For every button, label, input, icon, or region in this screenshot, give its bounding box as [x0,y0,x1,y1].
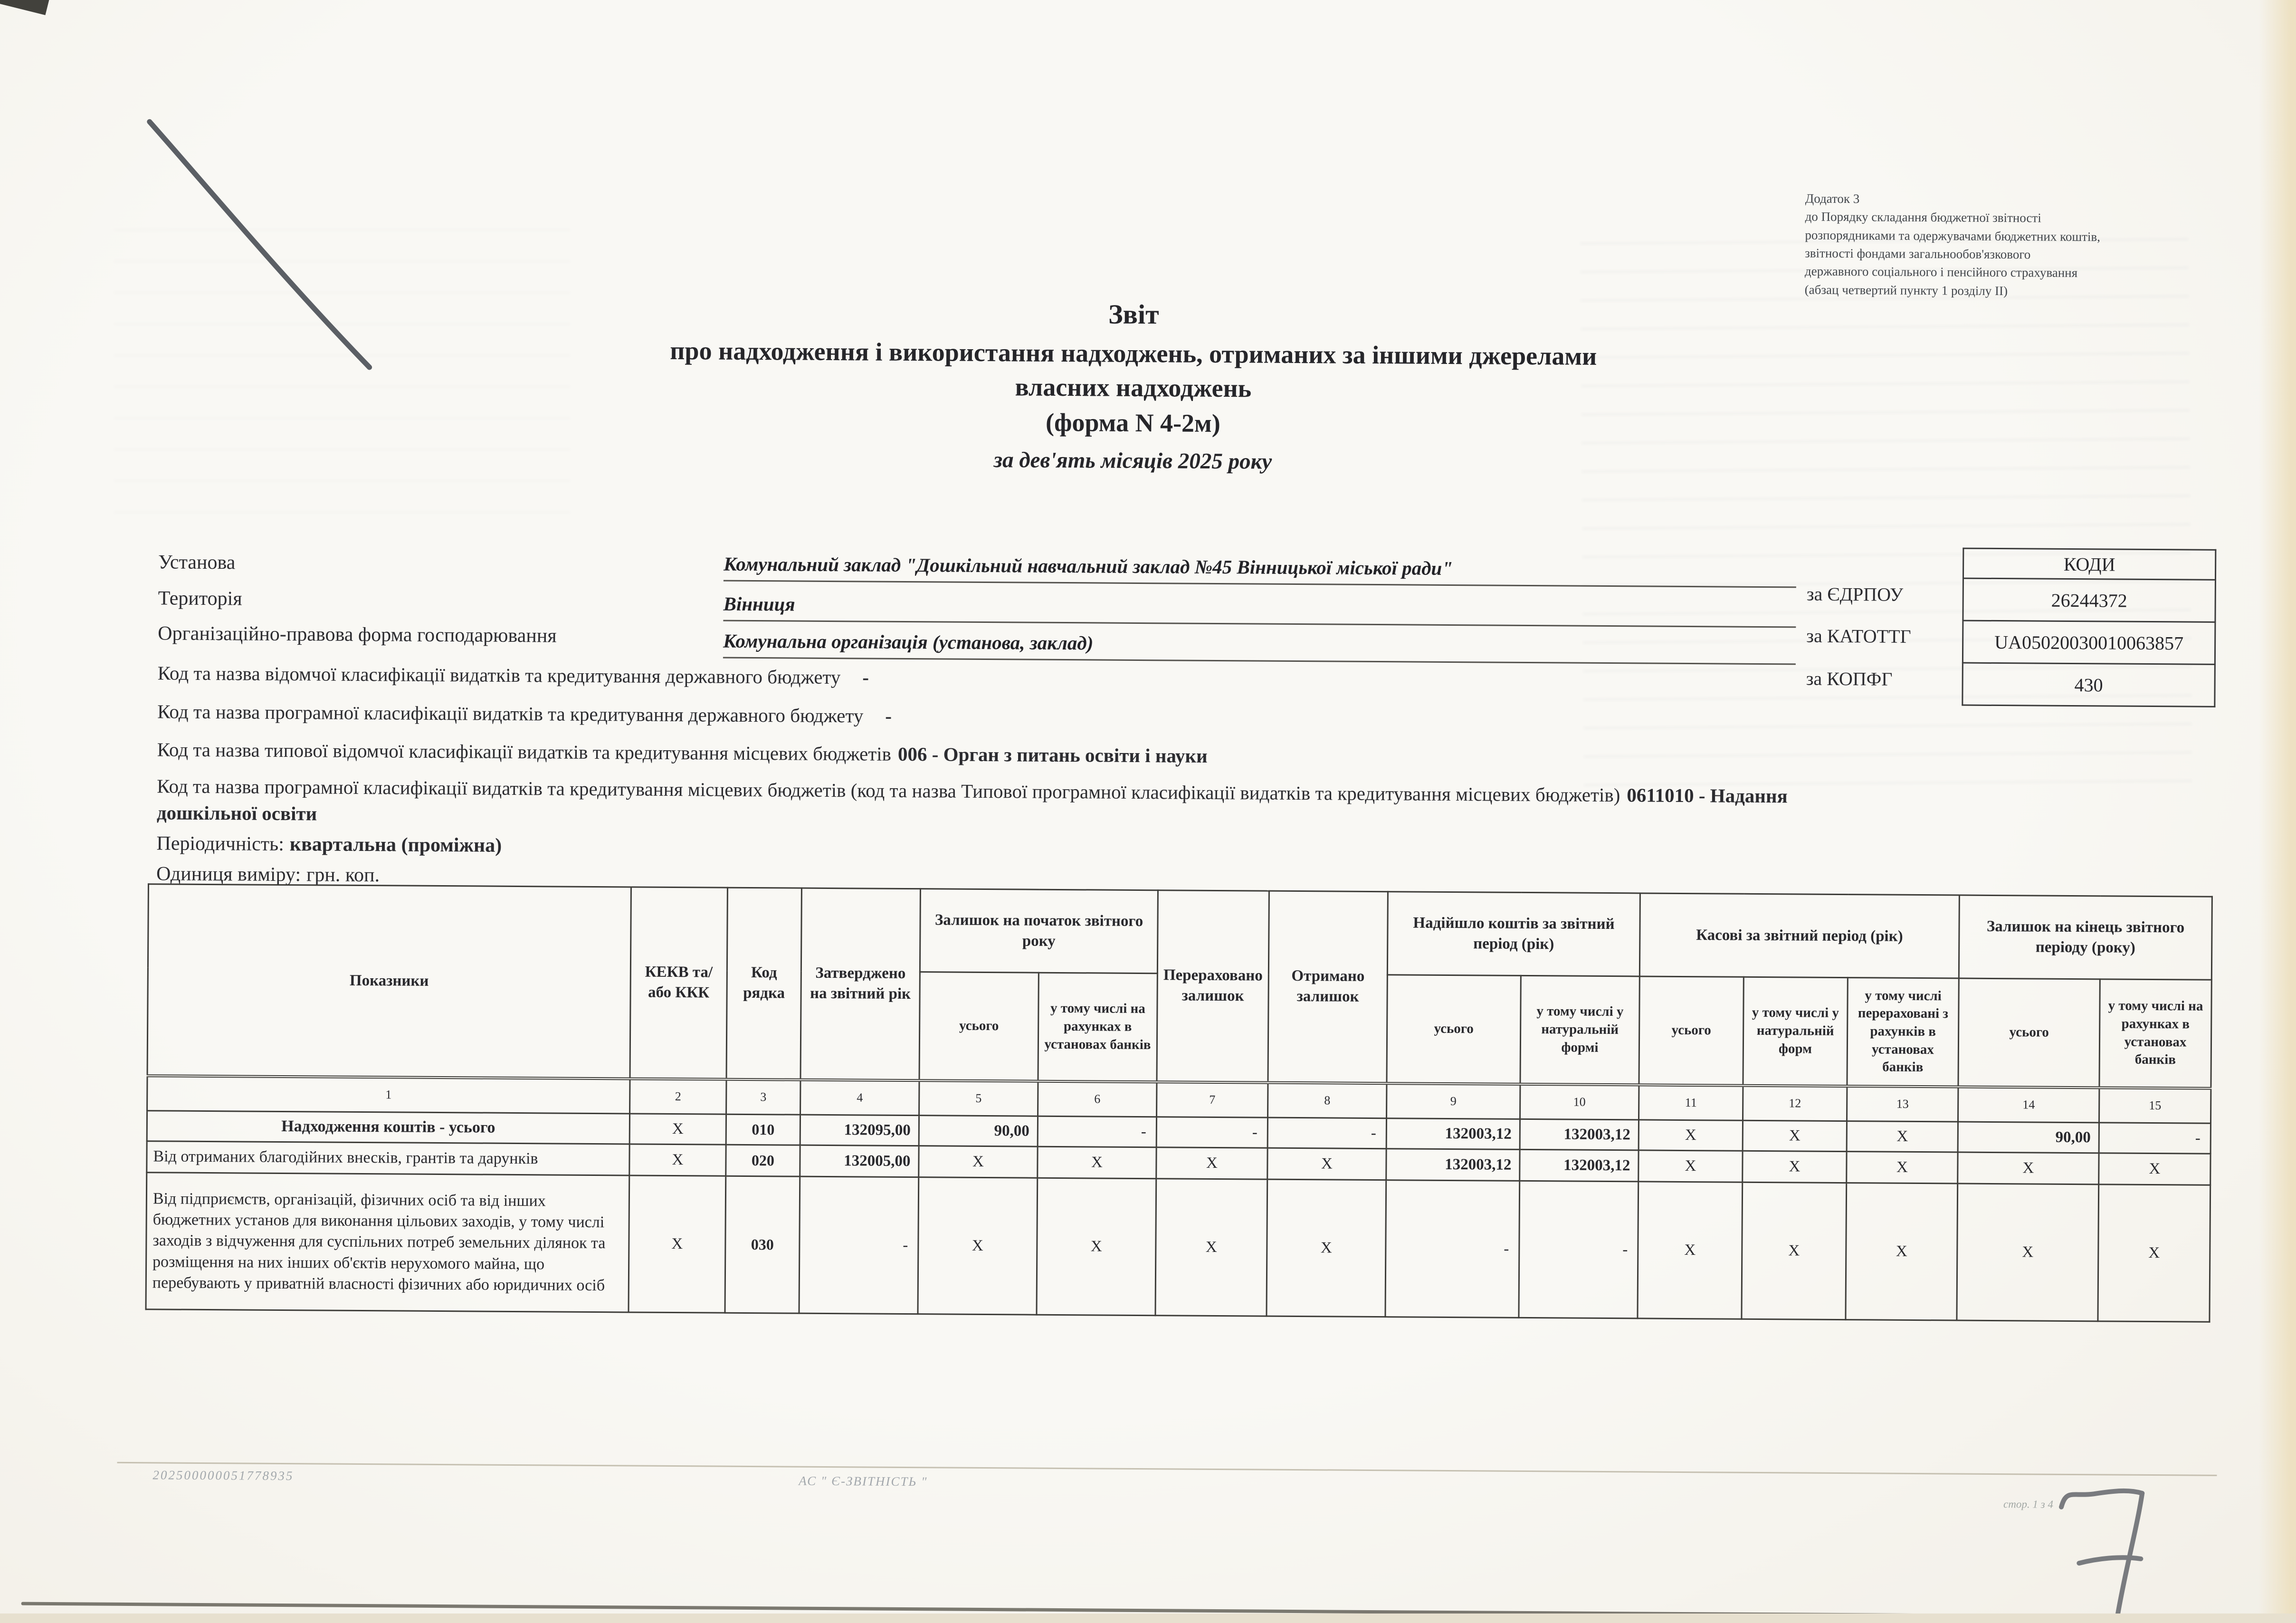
value-cell: 132003,12 [1520,1149,1639,1182]
value-cell: X [1743,1120,1847,1151]
header-transferred: Перераховано залишок [1157,890,1269,1082]
column-number: 9 [1387,1083,1520,1119]
classification-text: Код та назва програмної класифікації видатків та кредитування державного бюджету [157,700,864,727]
header-code: Код рядка [726,888,801,1079]
annotation-line: розпорядниками та одержувачами бюджетних коштів, [1805,228,2101,244]
edrpou-value: 26244372 [1963,578,2216,622]
value-cell: 020 [726,1145,800,1176]
header-closing-total: усього [1958,978,2100,1088]
header-received-natural: у тому числі у натуральній формі [1520,975,1639,1085]
appendix-annotation [1805,190,2214,301]
value-cell: 132095,00 [800,1115,919,1146]
indicator-cell: Від підприємств, організацій, фізичних осіб та від інших бюджетних установ для виконання цільових заходів, у тому числі заходів з відчуження для суспільних потреб земельних ділянок та розміщення на них інших об'єктів нерухомого майна, що перебувають у приватній власності фізичних або юридичних осіб [146,1173,629,1312]
header-received: Отримано залишок [1268,891,1388,1083]
value-cell: X [918,1177,1038,1315]
value-cell: X [1267,1179,1386,1317]
header-opening-total: усього [919,972,1038,1081]
header-opening-banks: у тому числі на рахунках в установах банків [1038,973,1157,1082]
value-cell: X [629,1175,726,1313]
header-cash-natural: у тому числі у натуральній форм [1743,977,1848,1086]
value-cell: - [1385,1180,1520,1318]
value-cell: - [2099,1123,2210,1154]
codes-box [1962,548,2216,707]
header-opening-balance-group: Залишок на початок звітного року [920,889,1158,974]
classification-line [158,660,1849,697]
territory-label: Територія [158,587,242,610]
value-cell: X [1037,1178,1156,1316]
annotation-line: (абзац четвертий пункту 1 розділу II) [1804,282,2008,298]
title-period: за дев'ять місяців 2025 року [993,448,1272,474]
institution-value: Комунальний заклад "Дошкільний навчальний заклад №45 Вінницької міської ради" [724,553,1796,588]
scan-edge-strip [2259,0,2296,1623]
katottg-value: UA05020030010063857 [1963,621,2215,664]
classification-line [157,698,1848,735]
header-cash-group: Касові за звітний період (рік) [1639,893,1959,978]
value-cell: X [1156,1147,1267,1179]
report-title [420,294,1846,478]
column-number: 11 [1639,1085,1743,1120]
value-cell: X [1847,1121,1958,1152]
column-number: 2 [630,1079,726,1114]
value-cell: - [1519,1181,1639,1318]
header-indicators: Показники [147,884,631,1079]
classification-code: 0611010 - Надання дошкільної освіти [156,784,1788,825]
value-cell: X [2098,1184,2210,1322]
value-cell: X [1847,1152,1958,1184]
classification-text: Код та назва програмної класифікації видатків та кредитування місцевих бюджетів (код та назва Типової програмної класифікації видатків та кредитування місцевих бюджетів) [157,775,1620,806]
value-cell: - [1038,1116,1156,1147]
value-cell: X [919,1146,1038,1178]
value-cell: X [1038,1146,1156,1179]
periodicity-label: Періодичність: [156,832,285,855]
column-number: 12 [1743,1085,1847,1121]
value-cell: X [1155,1179,1267,1316]
value-cell: X [1638,1182,1743,1319]
handwritten-page-number [2048,1469,2163,1623]
title-line: Звіт [1108,298,1159,330]
periodicity-value: квартальна (проміжна) [289,833,502,857]
title-line: власних надходжень [1015,372,1252,403]
table-header-row-groups [148,884,2212,980]
value-cell: 132003,12 [1386,1149,1520,1181]
value-cell: X [1958,1152,2099,1184]
header-received-funds-group: Надійшло коштів за звітний період (рік) [1387,892,1640,976]
column-number: 6 [1038,1081,1157,1117]
value-cell: - [1267,1117,1386,1149]
kopfg-label: за КОПФГ [1806,668,1893,690]
value-cell: X [629,1114,726,1145]
value-cell: - [1156,1117,1267,1148]
value-cell: 132003,12 [1386,1118,1520,1150]
value-cell: X [1742,1182,1847,1319]
header-cash-total: усього [1639,976,1743,1085]
value-cell: X [1267,1148,1386,1180]
title-line: (форма N 4-2м) [1045,408,1220,438]
value-cell: - [799,1176,919,1314]
value-cell: 90,00 [919,1116,1038,1147]
report-table [145,883,2213,1323]
annotation-line: до Порядку складання бюджетної звітності [1805,209,2041,225]
unit-label: Одиниця виміру: [156,863,301,886]
scan-bottom-strip [0,1613,2296,1623]
classification-line [157,773,1848,836]
unit-value: грн. коп. [306,864,380,887]
classification-text: Код та назва відомчої класифікації видатків та кредитування державного бюджету [157,662,841,688]
table-body [146,884,2212,1322]
footer-system-name: АС " Є-ЗВІТНІСТЬ " [799,1473,928,1489]
value-cell: 010 [726,1114,800,1145]
footer-page-indicator: стор. 1 з 4 [2003,1498,2053,1510]
value-cell: X [1957,1184,2099,1321]
title-line: про надходження і використання надходжень, отриманих за іншими джерелами [670,336,1597,371]
column-number: 8 [1268,1082,1387,1118]
header-kekv: КЕКВ та/або ККК [630,887,727,1079]
annotation-line: державного соціального і пенсійного страхування [1804,264,2078,280]
footer-rule [117,1462,2217,1476]
header-received-total: усього [1387,975,1521,1084]
value-cell: X [2099,1153,2210,1185]
header-approved: Затверджено на звітний рік [800,888,920,1080]
indicator-cell: Від отриманих благодійних внесків, грантів та дарунків [147,1141,629,1175]
unit-line [156,862,380,887]
org-form-label: Організаційно-правова форма господарювання [158,622,557,647]
periodicity-line [156,832,502,857]
classification-text: Код та назва типової відомчої класифікації видатків та кредитування місцевих бюджетів [157,738,892,765]
column-number: 13 [1847,1086,1958,1122]
org-form-value: Комунальна організація (установа, заклад) [723,630,1796,665]
header-closing-banks: у тому числі на рахунках в установах банків [2099,979,2211,1088]
classification-code: 006 - Орган з питань освіти і науки [897,743,1208,767]
annotation-line: звітності фондами загальнообов'язкового [1805,246,2031,262]
table-row [146,1173,2210,1322]
edrpou-label: за ЄДРПОУ [1806,583,1904,605]
kopfg-value: 430 [1963,663,2215,706]
header-closing-balance-group: Залишок на кінець звітного періоду (року) [1959,895,2212,980]
pen-stroke-mark [139,115,388,382]
codes-box-header: КОДИ [1963,548,2215,580]
institution-label: Установа [158,551,236,574]
value-cell: 030 [725,1176,800,1313]
column-number: 4 [800,1079,919,1116]
value-cell: X [1846,1183,1958,1320]
column-number: 3 [726,1079,800,1115]
column-number: 5 [919,1080,1038,1117]
katottg-label: за КАТОТТГ [1806,625,1911,647]
column-number: 10 [1520,1084,1639,1120]
classification-code: - [885,705,892,727]
column-number: 15 [2099,1088,2211,1123]
territory-value: Вінниця [723,592,1796,628]
column-number: 14 [1958,1087,2099,1123]
classification-code: - [862,666,869,688]
header-cash-transferred-banks: у тому числі перераховані з рахунків в установах банків [1847,978,1959,1087]
value-cell: 132005,00 [800,1145,919,1177]
footer-document-id: 202500000051778935 [152,1468,294,1483]
value-cell: X [629,1144,726,1176]
column-number: 7 [1157,1082,1268,1117]
value-cell: X [1743,1151,1847,1183]
column-number: 1 [147,1076,630,1114]
classification-line [157,736,1848,773]
value-cell: X [1639,1120,1743,1151]
indicator-cell: Надходження коштів - усього [147,1111,629,1144]
value-cell: 132003,12 [1520,1119,1639,1150]
value-cell: 90,00 [1958,1122,2099,1153]
annotation-line: Додаток 3 [1805,191,1860,206]
value-cell: X [1639,1150,1743,1182]
